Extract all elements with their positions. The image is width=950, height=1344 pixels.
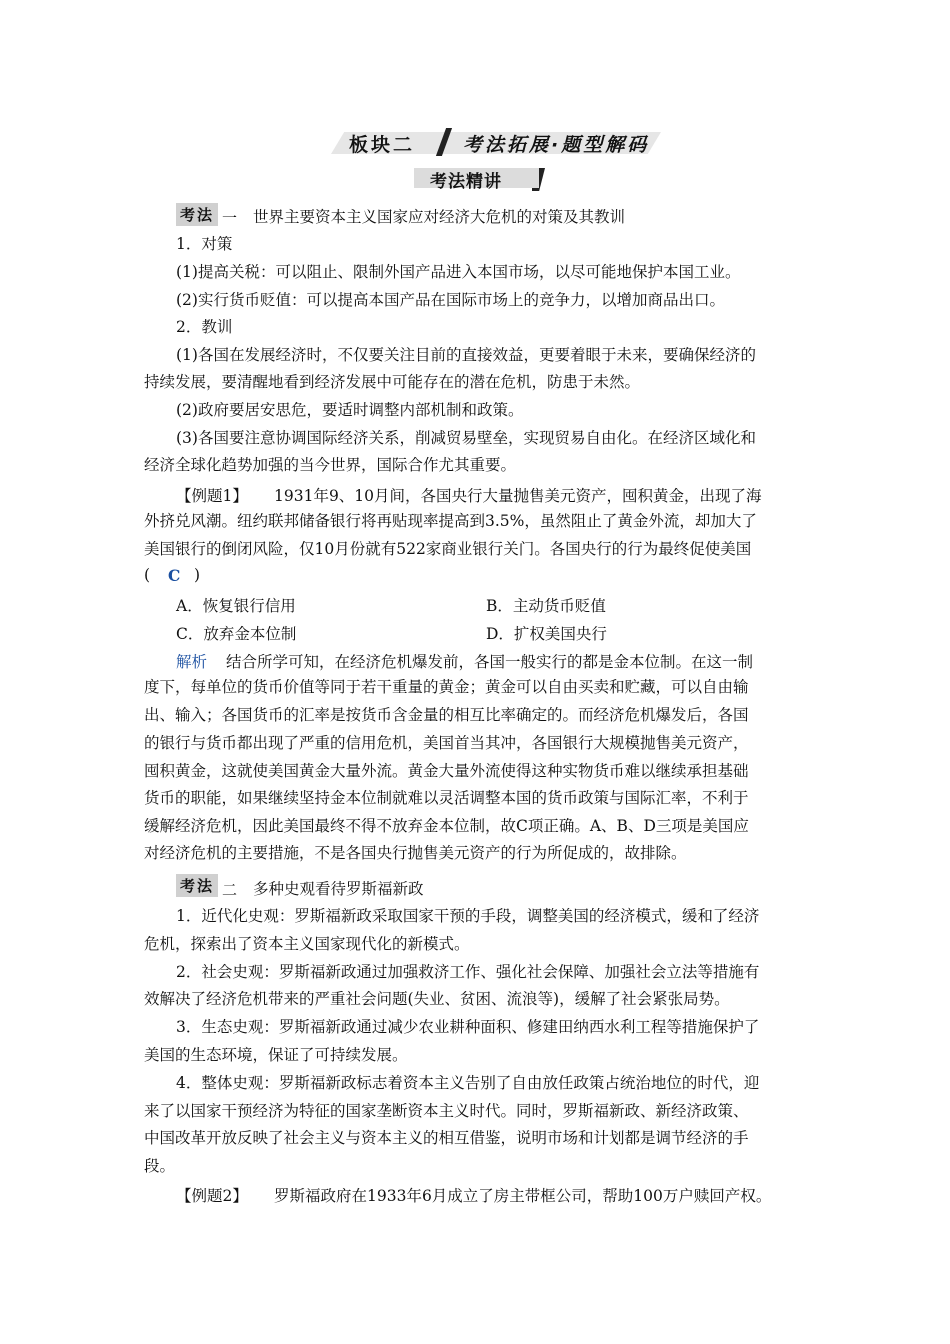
banner-section-label: 板块二 xyxy=(349,134,416,156)
kaofa-number: 二 xyxy=(222,881,238,899)
banner-section-title: 考法拓展·题型解码 xyxy=(463,134,650,156)
option-b: B．主动货币贬值 xyxy=(486,597,606,615)
kaofa-title: 多种史观看待罗斯福新政 xyxy=(253,880,424,898)
example-line: 外挤兑风潮。纽约联邦储备银行将再贴现率提高到3.5%，虽然阻止了黄金外流，却加大了 xyxy=(144,512,757,530)
analysis-line: 囤积黄金，这就使美国黄金大量外流。黄金大量外流使得这种实物货币难以继续承担基础 xyxy=(144,762,749,780)
body-line: (2)实行货币贬值：可以提高本国产品在国际市场上的竞争力，以增加商品出口。 xyxy=(176,291,725,309)
kaofa-tag: 考法 xyxy=(176,203,218,226)
sub-banner xyxy=(410,165,545,191)
example-label: 【例题2】 xyxy=(176,1187,248,1205)
body-line: 3．生态史观：罗斯福新政通过减少农业耕种面积、修建田纳西水利工程等措施保护了 xyxy=(176,1018,760,1036)
body-line: 2．社会史观：罗斯福新政通过加强救济工作、强化社会保障、加强社会立法等措施有 xyxy=(176,963,760,981)
body-line: 持续发展，要清醒地看到经济发展中可能存在的潜在危机，防患于未然。 xyxy=(144,373,641,391)
body-line: 1．对策 xyxy=(176,235,233,253)
body-line: 效解决了经济危机带来的严重社会问题(失业、贫困、流浪等)，缓解了社会紧张局势。 xyxy=(144,990,730,1008)
body-line: 美国的生态环境，保证了可持续发展。 xyxy=(144,1046,408,1064)
kaofa-tag: 考法 xyxy=(176,874,218,897)
body-line: 1．近代化史观：罗斯福新政采取国家干预的手段，调整美国的经济模式，缓和了经济 xyxy=(176,907,760,925)
body-line: (2)政府要居安思危，要适时调整内部机制和政策。 xyxy=(176,401,524,419)
option-c: C．放弃金本位制 xyxy=(176,625,297,643)
body-line: (1)提高关税：可以阻止、限制外国产品进入本国市场，以尽可能地保护本国工业。 xyxy=(176,263,741,281)
body-line: 危机，探索出了资本主义国家现代化的新模式。 xyxy=(144,935,470,953)
answer-bracket-close: ) xyxy=(194,566,201,584)
body-line: 经济全球化趋势加强的当今世界，国际合作尤其重要。 xyxy=(144,456,517,474)
analysis-line: 货币的职能，如果继续坚持金本位制就难以灵活调整本国的货币政策与国际汇率，不利于 xyxy=(144,789,749,807)
body-line: 段。 xyxy=(144,1157,176,1175)
body-line: (1)各国在发展经济时，不仅要关注目前的直接效益，更要着眼于未来，要确保经济的 xyxy=(176,346,756,364)
option-a: A．恢复银行信用 xyxy=(176,597,296,615)
analysis-line: 对经济危机的主要措施，不是各国央行抛售美元资产的行为所促成的，故排除。 xyxy=(144,844,687,862)
answer-bracket-open: ( xyxy=(144,566,151,584)
analysis-line: 出、输入；各国货币的汇率是按货币含金量的相互比率确定的。而经济危机爆发后，各国 xyxy=(144,706,749,724)
body-line: 来了以国家干预经济为特征的国家垄断资本主义时代。同时，罗斯福新政、新经济政策、 xyxy=(144,1102,749,1120)
analysis-label: 解析 xyxy=(176,653,208,671)
example-line: 1931年9、10月间，各国央行大量抛售美元资产，囤积黄金，出现了海 xyxy=(274,487,762,505)
kaofa-number: 一 xyxy=(222,209,238,227)
example-line: 罗斯福政府在1933年6月成立了房主带框公司，帮助100万户赎回产权。 xyxy=(274,1187,772,1205)
analysis-line: 结合所学可知，在经济危机爆发前，各国一般实行的都是金本位制。在这一制 xyxy=(226,653,754,671)
example-label: 【例题1】 xyxy=(176,487,248,505)
body-line: 2．教训 xyxy=(176,318,233,336)
option-d: D．扩权美国央行 xyxy=(486,625,607,643)
body-line: (3)各国要注意协调国际经济关系，削减贸易壁垒，实现贸易自由化。在经济区域化和 xyxy=(176,429,756,447)
sub-banner-title: 考法精讲 xyxy=(430,172,502,192)
body-line: 中国改革开放反映了社会主义与资本主义的相互借鉴，说明市场和计划都是调节经济的手 xyxy=(144,1129,749,1147)
example-line: 美国银行的倒闭风险，仅10月份就有522家商业银行关门。各国央行的行为最终促使美国 xyxy=(144,540,752,558)
section-banner xyxy=(323,128,668,156)
answer-letter: C xyxy=(168,566,181,585)
analysis-line: 的银行与货币都出现了严重的信用危机，美国首当其冲，各国银行大规模抛售美元资产， xyxy=(144,734,749,752)
body-line: 4．整体史观：罗斯福新政标志着资本主义告别了自由放任政策占统治地位的时代，迎 xyxy=(176,1074,760,1092)
kaofa-title: 世界主要资本主义国家应对经济大危机的对策及其教训 xyxy=(253,208,626,226)
analysis-line: 度下，每单位的货币价值等同于若干重量的黄金；黄金可以自由买卖和贮藏，可以自由输 xyxy=(144,678,749,696)
analysis-line: 缓解经济危机，因此美国最终不得不放弃金本位制，故C项正确。A、B、D三项是美国应 xyxy=(144,817,749,835)
